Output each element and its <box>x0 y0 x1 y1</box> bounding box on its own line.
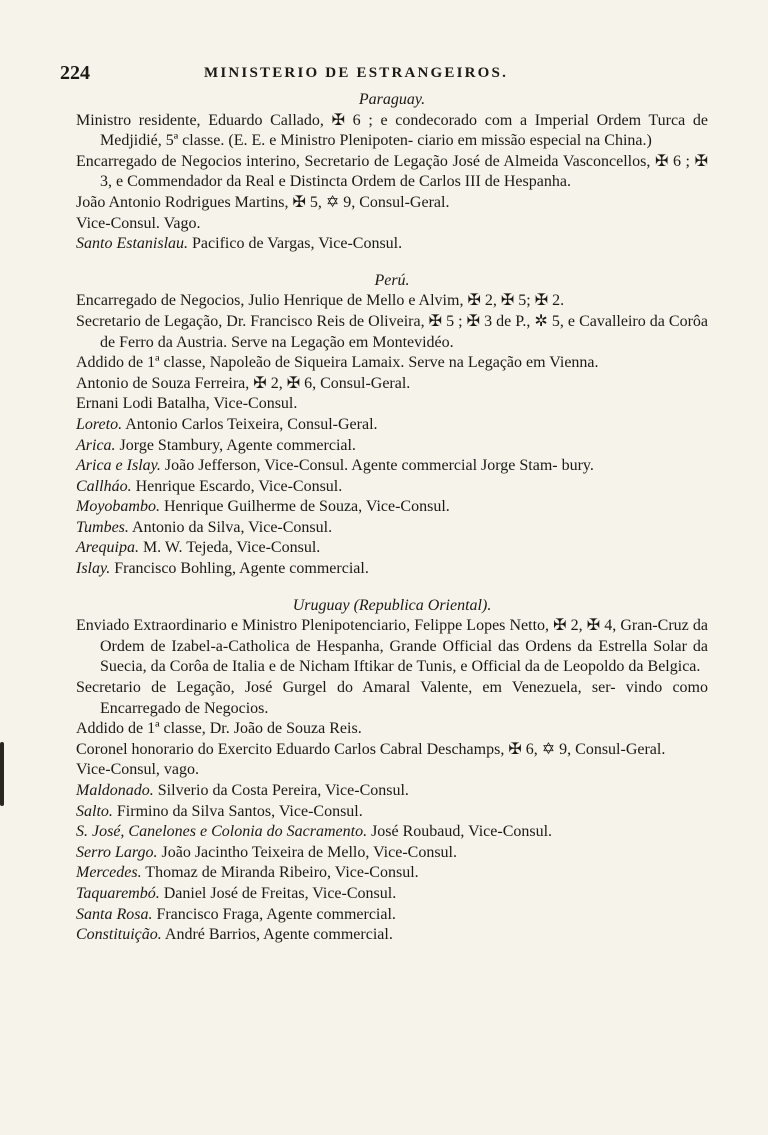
list-entry <box>76 740 708 761</box>
entry-text: João Antonio Rodrigues Martins, ✠ 5, ✡ 9, Consul-Geral. <box>76 193 450 211</box>
entry-text: Addido de 1ª classe, Napoleão de Siqueira Lamaix. Serve na Legação em Vienna. <box>76 354 599 372</box>
list-entry <box>76 538 708 559</box>
list-entry <box>76 760 708 781</box>
entry-text: Ernani Lodi Batalha, Vice-Consul. <box>76 395 298 413</box>
entry-place: Santo Estanislau. <box>76 235 189 253</box>
list-entry <box>76 152 708 193</box>
list-entry <box>76 863 708 884</box>
entry-text: Enviado Extraordinario e Ministro Plenipotenciario, Felippe Lopes Netto, ✠ 2, ✠ 4, Gran-Cruz da Ordem de Izabel-a-Catholica de Hespanha, Grande Official das Ordens da Estrella Solar da Suecia, da Corôa de Italia e de Nicham Iftikar de Tunis, e Official da de Leopoldo da Belgica. <box>76 617 708 676</box>
list-entry <box>76 843 708 864</box>
entry-place: Mercedes. <box>76 864 142 882</box>
page-number: 224 <box>60 62 90 84</box>
entry-text: Encarregado de Negocios interino, Secretario de Legação José de Almeida Vasconcellos, ✠ 6 ; ✠ 3, e Commendador da Real e Distincta Ordem de Carlos III de Hespanha. <box>76 152 708 191</box>
entry-text: Secretario de Legação, José Gurgel do Amaral Valente, em Venezuela, ser- vindo como Encarregado de Negocios. <box>76 679 708 717</box>
entry-place: Moyobambo. <box>76 498 160 516</box>
list-entry <box>76 884 708 905</box>
entry-place: Islay. <box>76 560 111 578</box>
entry-place: Salto. <box>76 802 113 820</box>
list-entry <box>76 802 708 823</box>
entry-place: Maldonado. <box>76 782 154 799</box>
entry-text: Addido de 1ª classe, Dr. João de Souza Reis. <box>76 720 362 738</box>
list-entry <box>76 415 708 436</box>
entry-place: Constituição. <box>76 926 162 944</box>
entry-text: Secretario de Legação, Dr. Francisco Reis de Oliveira, ✠ 5 ; ✠ 3 de P., ✲ 5, e Cavalleiro da Corôa de Ferro da Austria. Serve na Legação em Montevidéo. <box>76 312 708 351</box>
list-entry <box>76 822 708 843</box>
list-entry <box>76 291 708 312</box>
list-entry <box>76 394 708 415</box>
entry-text: Coronel honorario do Exercito Eduardo Carlos Cabral Deschamps, ✠ 6, ✡ 9, Consul-Geral. <box>76 740 666 758</box>
list-entry <box>76 678 708 719</box>
list-entry <box>76 234 708 255</box>
section-heading: Uruguay (Republica Oriental). <box>292 596 492 614</box>
entry-place: Callháo. <box>76 477 132 495</box>
list-entry <box>76 616 708 678</box>
list-entry <box>76 436 708 457</box>
section-gap <box>76 580 708 596</box>
body-text <box>76 90 708 946</box>
entry-text: Vice-Consul. Vago. <box>76 214 201 232</box>
section-heading: Perú. <box>374 271 410 289</box>
entry-text: Antonio Carlos Teixeira, Consul-Geral. <box>122 415 378 433</box>
entry-text: João Jefferson, Vice-Consul. Agente commercial Jorge Stam- bury. <box>160 457 594 475</box>
entry-text: José Roubaud, Vice-Consul. <box>367 823 553 841</box>
margin-ink-mark <box>0 742 4 806</box>
list-entry <box>76 214 708 235</box>
entry-place: Arequipa. <box>76 539 139 557</box>
entry-place: Tumbes. <box>76 518 129 536</box>
list-entry <box>76 518 708 539</box>
list-entry <box>76 456 708 477</box>
entry-place: Arica e Islay. <box>76 457 161 475</box>
entry-text: Encarregado de Negocios, Julio Henrique de Mello e Alvim, ✠ 2, ✠ 5; ✠ 2. <box>76 292 565 310</box>
entry-text: Francisco Fraga, Agente commercial. <box>152 905 396 923</box>
running-head <box>60 62 710 84</box>
list-entry <box>76 497 708 518</box>
entry-place: Santa Rosa. <box>76 905 153 923</box>
entry-text: Ministro residente, Eduardo Callado, ✠ 6 ; e condecorado com a Imperial Ordem Turca de Medjidié, 5ª classe. (E. E. e Ministro Plenipoten- ciario em missão especial na China.) <box>76 111 708 150</box>
entry-text: Daniel José de Freitas, Vice-Consul. <box>159 884 397 902</box>
entry-text: Firmino da Silva Santos, Vice-Consul. <box>112 802 363 820</box>
list-entry <box>76 925 708 946</box>
list-entry <box>76 374 708 395</box>
entry-text: Antonio da Silva, Vice-Consul. <box>128 518 333 536</box>
entry-text: Jorge Stambury, Agente commercial. <box>115 436 356 454</box>
entry-text: Henrique Escardo, Vice-Consul. <box>131 477 343 495</box>
entry-place: S. José, Canelones e Colonia do Sacramento. <box>76 823 368 841</box>
entry-text: Henrique Guilherme de Souza, Vice-Consul. <box>159 498 450 516</box>
list-entry <box>76 312 708 353</box>
entry-text: João Jacintho Teixeira de Mello, Vice-Consul. <box>157 843 457 861</box>
section-heading: Paraguay. <box>358 91 426 108</box>
list-entry <box>76 719 708 740</box>
entry-place: Loreto. <box>76 415 123 433</box>
entry-text: Silverio da Costa Pereira, Vice-Consul. <box>153 782 409 799</box>
entry-place: Serro Largo. <box>76 843 158 861</box>
section-gap <box>76 255 708 271</box>
list-entry <box>76 781 708 802</box>
entry-text: André Barrios, Agente commercial. <box>161 926 393 944</box>
list-entry <box>76 905 708 926</box>
running-title: MINISTERIO DE ESTRANGEIROS. <box>204 65 509 81</box>
entry-text: Pacifico de Vargas, Vice-Consul. <box>188 235 403 253</box>
list-entry <box>76 477 708 498</box>
entry-text: Francisco Bohling, Agente commercial. <box>110 560 369 578</box>
list-entry <box>76 353 708 374</box>
entry-text: Vice-Consul, vago. <box>76 761 200 779</box>
entry-place: Taquarembó. <box>76 884 160 902</box>
list-entry <box>76 559 708 580</box>
entry-text: Thomaz de Miranda Ribeiro, Vice-Consul. <box>141 864 419 882</box>
list-entry <box>76 193 708 214</box>
list-entry <box>76 111 708 152</box>
entry-text: Antonio de Souza Ferreira, ✠ 2, ✠ 6, Consul-Geral. <box>76 374 411 392</box>
entry-text: M. W. Tejeda, Vice-Consul. <box>138 539 321 557</box>
entry-place: Arica. <box>76 436 116 454</box>
